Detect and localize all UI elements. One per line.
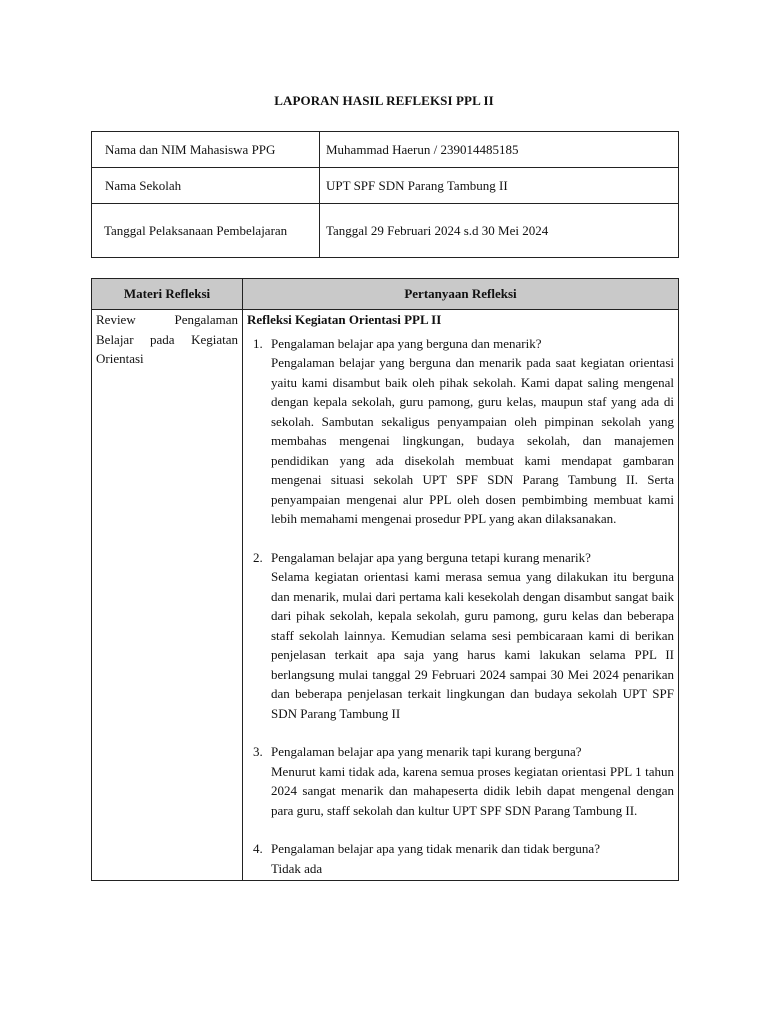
materi-cell: Review Pengalaman Belajar pada Kegiatan Orientasi — [92, 310, 243, 881]
item-body — [271, 334, 674, 529]
list-item — [247, 334, 674, 529]
column-header-pertanyaan: Pertanyaan Refleksi — [243, 279, 679, 310]
item-number: 4. — [253, 841, 263, 856]
value-cell: Muhammad Haerun / 239014485185 — [320, 132, 679, 168]
label-cell: Nama Sekolah — [92, 168, 320, 204]
answer-text: Pengalaman belajar yang berguna dan menarik pada saat kegiatan orientasi yaitu kami disambut baik oleh pihak sekolah. Kami dapat saling mengenal dengan kepala sekolah, guru pamong, guru kelas, maupun staf yang ada di sekolah. Sambutan sekaligus penyampaian oleh pimpinan sekolah yang membahas mengenai lingkungan, budaya sekolah, dan manajemen pendidikan yang ada disekolah membuat kami mendapat gambaran mengenai situasi sekolah UPT SPF SDN Parang Tambung II. Serta penyampaian mengenai alur PPL oleh dosen pembimbing membuat kami lebih memahami mengenai prosedur PPL yang akan dilaksanakan. — [271, 355, 674, 526]
section-title: Refleksi Kegiatan Orientasi PPL II — [247, 312, 442, 327]
questions-cell — [243, 310, 679, 881]
answer-text: Menurut kami tidak ada, karena semua proses kegiatan orientasi PPL 1 tahun 2024 sangat menarik dan mahapeserta didik lebih dapat mengenal dengan para guru, staff sekolah dan kultur UPT SPF SDN Parang Tambung II. — [271, 763, 674, 818]
question-text: Pengalaman belajar apa yang tidak menarik dan tidak berguna? — [271, 841, 600, 856]
question-text: Pengalaman belajar apa yang berguna dan menarik? — [271, 335, 542, 351]
item-number: 3. — [253, 744, 263, 759]
label-cell: Tanggal Pelaksanaan Pembelajaran — [92, 204, 320, 258]
table-row — [92, 132, 679, 168]
item-body — [271, 742, 674, 820]
list-item — [247, 548, 674, 724]
item-body — [271, 548, 674, 724]
list-item — [247, 742, 674, 820]
answer-text: Tidak ada — [271, 860, 323, 876]
identity-table — [91, 131, 679, 258]
value-cell: UPT SPF SDN Parang Tambung II — [320, 168, 679, 204]
item-number: 1. — [253, 335, 263, 351]
spacer — [247, 820, 674, 839]
item-body — [271, 839, 674, 878]
document-title: LAPORAN HASIL REFLEKSI PPL II — [274, 93, 494, 108]
column-header-materi: Materi Refleksi — [92, 279, 243, 310]
table-row — [92, 310, 679, 881]
spacer — [247, 723, 674, 742]
list-item — [247, 839, 674, 878]
question-text: Pengalaman belajar apa yang menarik tapi kurang berguna? — [271, 744, 582, 759]
label-cell: Nama dan NIM Mahasiswa PPG — [92, 132, 320, 168]
value-cell: Tanggal 29 Februari 2024 s.d 30 Mei 2024 — [320, 204, 679, 258]
answer-text: Selama kegiatan orientasi kami merasa semua yang dilakukan itu berguna dan menarik, mulai dari pertama kali kesekolah dengan disambut sangat baik dari pihak sekolah, kepala sekolah, guru pamong, guru kelas dan beberapa staff sekolah lainnya. Kemudian selama sesi pembicaraan kami di berikan penjelasan terkait apa saja yang harus kami lakukan selama PPL II berlangsung mulai tanggal 29 Februari 2024 sampai 30 Mei 2024 penarikan dan beberapa penjelasan terkait lingkungan dan budaya sekolah UPT SPF SDN Parang Tambung II — [271, 569, 674, 721]
question-text: Pengalaman belajar apa yang berguna tetapi kurang menarik? — [271, 549, 591, 565]
header-row — [92, 279, 679, 310]
item-number: 2. — [253, 549, 263, 565]
table-row — [92, 204, 679, 258]
reflection-table — [91, 278, 679, 881]
table-row — [92, 168, 679, 204]
spacer — [247, 529, 674, 548]
